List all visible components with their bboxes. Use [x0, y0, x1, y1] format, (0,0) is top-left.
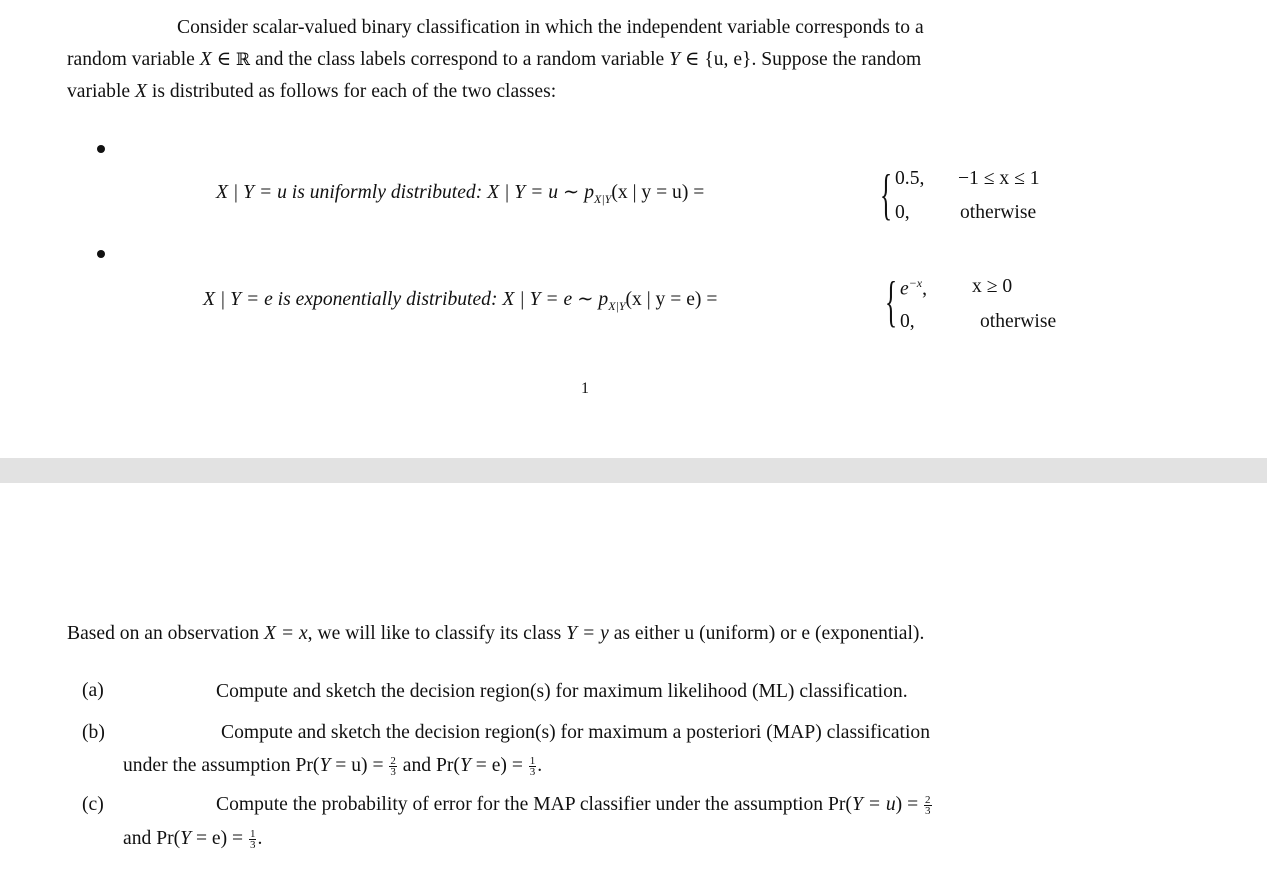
- fraction-two-thirds: $\frac{2}{3}$: [925, 794, 931, 817]
- item-c-label: (c): [82, 794, 104, 815]
- observation-line: Based on an observation X = x, we will like to classify its class Y = y as either u (uniform) or e (exponential).: [67, 623, 925, 644]
- uniform-definition: X | Y = u is uniformly distributed: X | Y = u ∼ $p_{X|Y}(x$ | y = u) =: [216, 182, 705, 206]
- bullet-uniform: [97, 145, 105, 153]
- exponential-case-1-value: $e^{-x}$,: [900, 276, 928, 300]
- item-b-label: (b): [82, 722, 105, 743]
- intro-line-3: variable X is distributed as follows for each of the two classes:: [67, 81, 557, 102]
- item-c-text: Compute the probability of error for the MAP classifier under the assumption Pr(Y = u) = $\frac{2}{3}$: [216, 794, 931, 817]
- page-number: 1: [581, 380, 589, 397]
- item-b-line-2: under the assumption Pr(Y = u) = $\frac{2}{3}$ and Pr(Y = e) = $\frac{1}{3}$ .: [123, 755, 543, 778]
- bullet-exponential: [97, 250, 105, 258]
- intro-line-1: Consider scalar-valued binary classification in which the independent variable corresponds to a: [177, 17, 924, 38]
- uniform-case-1-value: 0.5,: [895, 168, 925, 189]
- uniform-case-2-value: 0,: [895, 202, 910, 223]
- fraction-one-third: $\frac{1}{3}$: [249, 828, 256, 851]
- item-a-text: Compute and sketch the decision region(s) for maximum likelihood (ML) classification.: [216, 681, 908, 702]
- uniform-case-2-condition: otherwise: [960, 202, 1037, 223]
- item-b-text: Compute and sketch the decision region(s) for maximum a posteriori (MAP) classification: [221, 722, 931, 743]
- exponential-case-2-value: 0,: [900, 311, 915, 332]
- exponential-brace: {: [885, 271, 898, 333]
- item-c-line-2: and Pr(Y = e) = $\frac{1}{3}$ .: [123, 828, 263, 851]
- uniform-brace: {: [880, 164, 893, 226]
- page-divider: [0, 458, 1267, 483]
- exponential-case-2-condition: otherwise: [980, 311, 1057, 332]
- exponential-definition: X | Y = e is exponentially distributed: X | Y = e ∼ $p_{X|Y}(x$ | y = e) =: [203, 289, 718, 313]
- intro-line-2: random variable X ∈ ℝ and the class labels correspond to a random variable Y ∈ {u, e}. Suppose the random: [67, 49, 922, 70]
- fraction-one-third: $\frac{1}{3}$: [529, 755, 536, 778]
- fraction-two-thirds: $\frac{2}{3}$: [390, 755, 396, 778]
- item-a-label: (a): [82, 680, 104, 701]
- exponential-case-1-condition: x ≥ 0: [972, 276, 1013, 297]
- uniform-case-1-condition: −1 ≤ x ≤ 1: [958, 168, 1040, 189]
